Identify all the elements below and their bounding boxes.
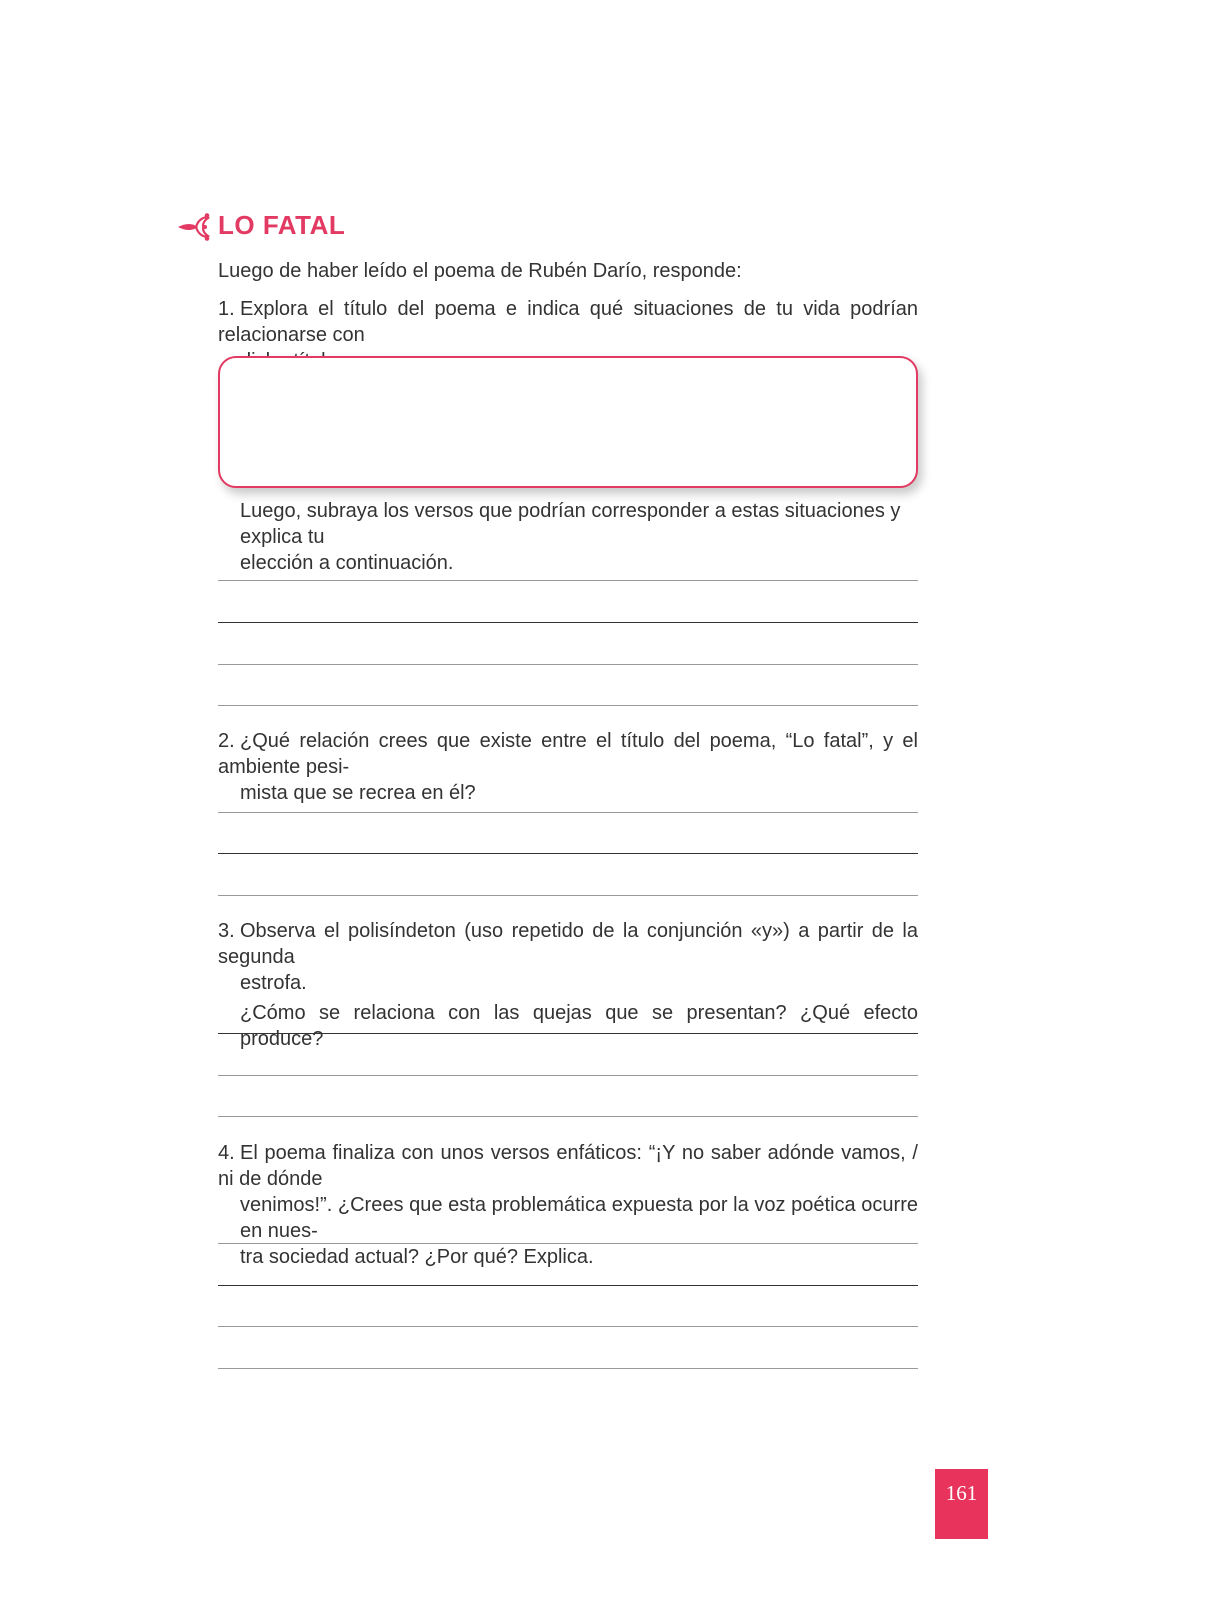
answer-line[interactable]	[218, 705, 918, 706]
question-text-line: venimos!”. ¿Crees que esta problemática expuesta por la voz poética ocurre en nues-	[240, 1194, 918, 1242]
answer-line[interactable]	[218, 812, 918, 813]
question-number: 4.	[218, 1142, 235, 1164]
followup-text-line: elección a continuación.	[240, 552, 454, 574]
question-number: 3.	[218, 920, 235, 942]
question-text-line: estrofa.	[240, 972, 307, 994]
followup-text-line: Luego, subraya los versos que podrían corresponder a estas situaciones y explica tu	[240, 500, 901, 548]
question-text-line: Observa el polisíndeton (uso repetido de la conjunción «y») a partir de la segunda	[218, 920, 918, 968]
question-text-line: mista que se recrea en él?	[240, 782, 476, 804]
answer-line[interactable]	[218, 1326, 918, 1327]
answer-line[interactable]	[218, 1075, 918, 1076]
question-text-line: El poema finaliza con unos versos enfáticos: “¡Y no saber adónde vamos, / ni de dónde	[218, 1142, 918, 1190]
question-text-line: ¿Cómo se relaciona con las quejas que se presentan? ¿Qué efecto produce?	[240, 1002, 918, 1050]
answer-line[interactable]	[218, 1033, 918, 1034]
question-1-followup	[240, 498, 920, 576]
answer-line[interactable]	[218, 1243, 918, 1244]
question-number: 1.	[218, 298, 235, 320]
answer-box[interactable]	[218, 356, 918, 488]
question-text-line: ¿Qué relación crees que existe entre el título del poema, “Lo fatal”, y el ambiente pesi-	[218, 730, 918, 778]
page-number-badge	[935, 1469, 988, 1539]
answer-line[interactable]	[218, 580, 918, 581]
question-text-line: tra sociedad actual? ¿Por qué? Explica.	[240, 1246, 594, 1268]
section-title: LO FATAL	[218, 210, 346, 240]
answer-line[interactable]	[218, 1285, 918, 1286]
question-4	[218, 1140, 918, 1270]
question-text-line: Explora el título del poema e indica qué situaciones de tu vida podrían relacionarse con	[218, 298, 918, 346]
ornament-icon	[176, 212, 212, 242]
question-number: 2.	[218, 730, 235, 752]
answer-line[interactable]	[218, 1368, 918, 1369]
question-3	[218, 918, 918, 1052]
page-number: 161	[945, 1481, 978, 1505]
question-2	[218, 728, 918, 806]
answer-line[interactable]	[218, 853, 918, 854]
intro-text: Luego de haber leído el poema de Rubén Darío, responde:	[218, 260, 742, 282]
answer-line[interactable]	[218, 622, 918, 623]
answer-line[interactable]	[218, 1116, 918, 1117]
answer-line[interactable]	[218, 664, 918, 665]
answer-line[interactable]	[218, 895, 918, 896]
